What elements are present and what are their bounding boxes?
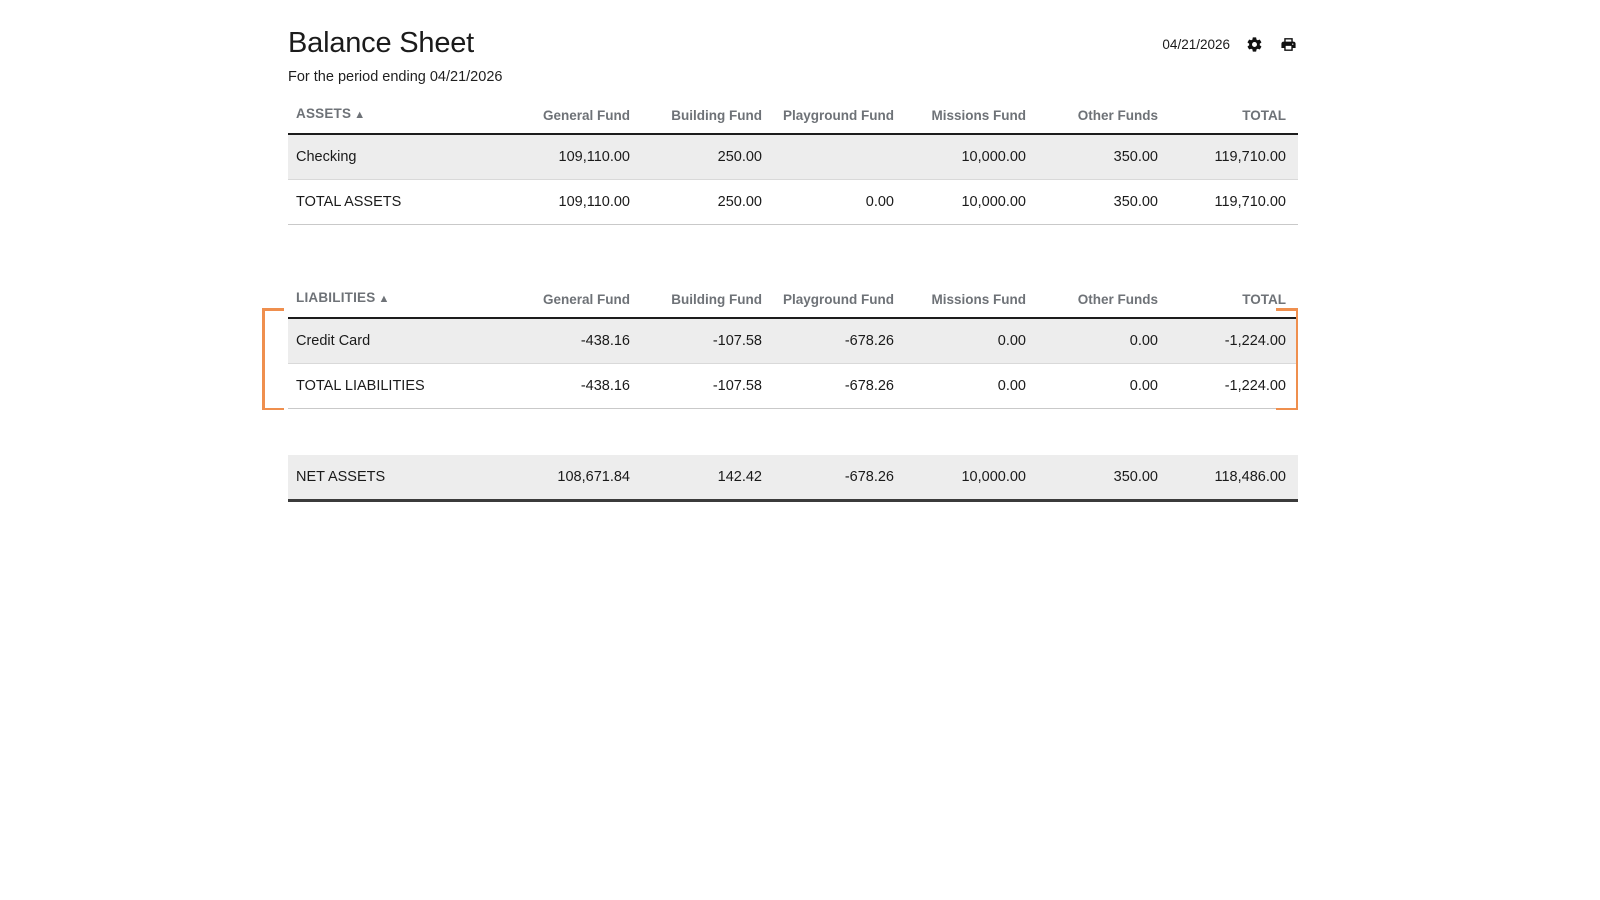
- cell-general-fund: -438.16: [506, 318, 638, 364]
- assets-section: [288, 105, 1298, 225]
- net-assets-row: [288, 455, 1298, 501]
- assets-table: [288, 105, 1298, 225]
- row-label: Credit Card: [288, 318, 506, 364]
- cell-total: 119,710.00: [1166, 180, 1298, 225]
- cell-general-fund: 108,671.84: [506, 455, 638, 501]
- cell-playground-fund: [770, 134, 902, 180]
- as-of-date: 04/21/2026: [1162, 36, 1230, 52]
- cell-total: -1,224.00: [1166, 364, 1298, 409]
- table-row[interactable]: [288, 318, 1298, 364]
- column-header-missions-fund[interactable]: Missions Fund: [902, 289, 1034, 318]
- table-row[interactable]: [288, 134, 1298, 180]
- title-block: [288, 26, 502, 87]
- cell-building-fund: -107.58: [638, 364, 770, 409]
- column-header-general-fund[interactable]: General Fund: [506, 289, 638, 318]
- cell-other-funds: 350.00: [1034, 180, 1166, 225]
- liabilities-header-row: [288, 289, 1298, 318]
- cell-playground-fund: 0.00: [770, 180, 902, 225]
- liabilities-table: [288, 289, 1298, 409]
- printer-icon: [1280, 36, 1297, 53]
- cell-playground-fund: -678.26: [770, 455, 902, 501]
- column-header-other-funds[interactable]: Other Funds: [1034, 289, 1166, 318]
- row-label: NET ASSETS: [288, 455, 506, 501]
- column-header-missions-fund[interactable]: Missions Fund: [902, 105, 1034, 134]
- column-header-liabilities[interactable]: [288, 289, 506, 318]
- cell-other-funds: 350.00: [1034, 134, 1166, 180]
- total-row: [288, 364, 1298, 409]
- cell-total: 119,710.00: [1166, 134, 1298, 180]
- cell-general-fund: -438.16: [506, 364, 638, 409]
- cell-general-fund: 109,110.00: [506, 134, 638, 180]
- print-button[interactable]: [1278, 34, 1298, 54]
- cell-other-funds: 350.00: [1034, 455, 1166, 501]
- column-header-other-funds[interactable]: Other Funds: [1034, 105, 1166, 134]
- column-header-total[interactable]: TOTAL: [1166, 105, 1298, 134]
- sort-ascending-icon: ▲: [354, 109, 366, 121]
- cell-playground-fund: -678.26: [770, 318, 902, 364]
- cell-missions-fund: 10,000.00: [902, 134, 1034, 180]
- row-label: TOTAL ASSETS: [288, 180, 506, 225]
- column-header-assets[interactable]: [288, 105, 506, 134]
- cell-building-fund: 142.42: [638, 455, 770, 501]
- total-row: [288, 180, 1298, 225]
- net-assets-table: [288, 455, 1298, 502]
- report-subtitle: For the period ending 04/21/2026: [288, 69, 503, 85]
- cell-general-fund: 109,110.00: [506, 180, 638, 225]
- cell-total: 118,486.00: [1166, 455, 1298, 501]
- cell-missions-fund: 10,000.00: [902, 180, 1034, 225]
- cell-other-funds: 0.00: [1034, 364, 1166, 409]
- column-header-total[interactable]: TOTAL: [1166, 289, 1298, 318]
- report-header: [288, 26, 1298, 87]
- gear-icon: [1246, 36, 1263, 53]
- row-label: TOTAL LIABILITIES: [288, 364, 506, 409]
- liabilities-section: [288, 289, 1298, 409]
- cell-building-fund: 250.00: [638, 134, 770, 180]
- column-header-playground-fund[interactable]: Playground Fund: [770, 289, 902, 318]
- cell-playground-fund: -678.26: [770, 364, 902, 409]
- sort-ascending-icon: ▲: [378, 293, 390, 305]
- row-label: Checking: [288, 134, 506, 180]
- cell-missions-fund: 0.00: [902, 318, 1034, 364]
- cell-missions-fund: 10,000.00: [902, 455, 1034, 501]
- settings-button[interactable]: [1244, 34, 1264, 54]
- column-header-general-fund[interactable]: General Fund: [506, 105, 638, 134]
- column-header-playground-fund[interactable]: Playground Fund: [770, 105, 902, 134]
- assets-header-label: ASSETS: [296, 106, 352, 121]
- liabilities-header-label: LIABILITIES: [296, 290, 376, 305]
- cell-building-fund: -107.58: [638, 318, 770, 364]
- net-assets-section: [288, 455, 1298, 502]
- cell-building-fund: 250.00: [638, 180, 770, 225]
- assets-header-row: [288, 105, 1298, 134]
- cell-missions-fund: 0.00: [902, 364, 1034, 409]
- cell-total: -1,224.00: [1166, 318, 1298, 364]
- cell-other-funds: 0.00: [1034, 318, 1166, 364]
- page-title: Balance Sheet: [288, 27, 475, 59]
- column-header-building-fund[interactable]: Building Fund: [638, 105, 770, 134]
- column-header-building-fund[interactable]: Building Fund: [638, 289, 770, 318]
- header-actions: [1162, 34, 1298, 54]
